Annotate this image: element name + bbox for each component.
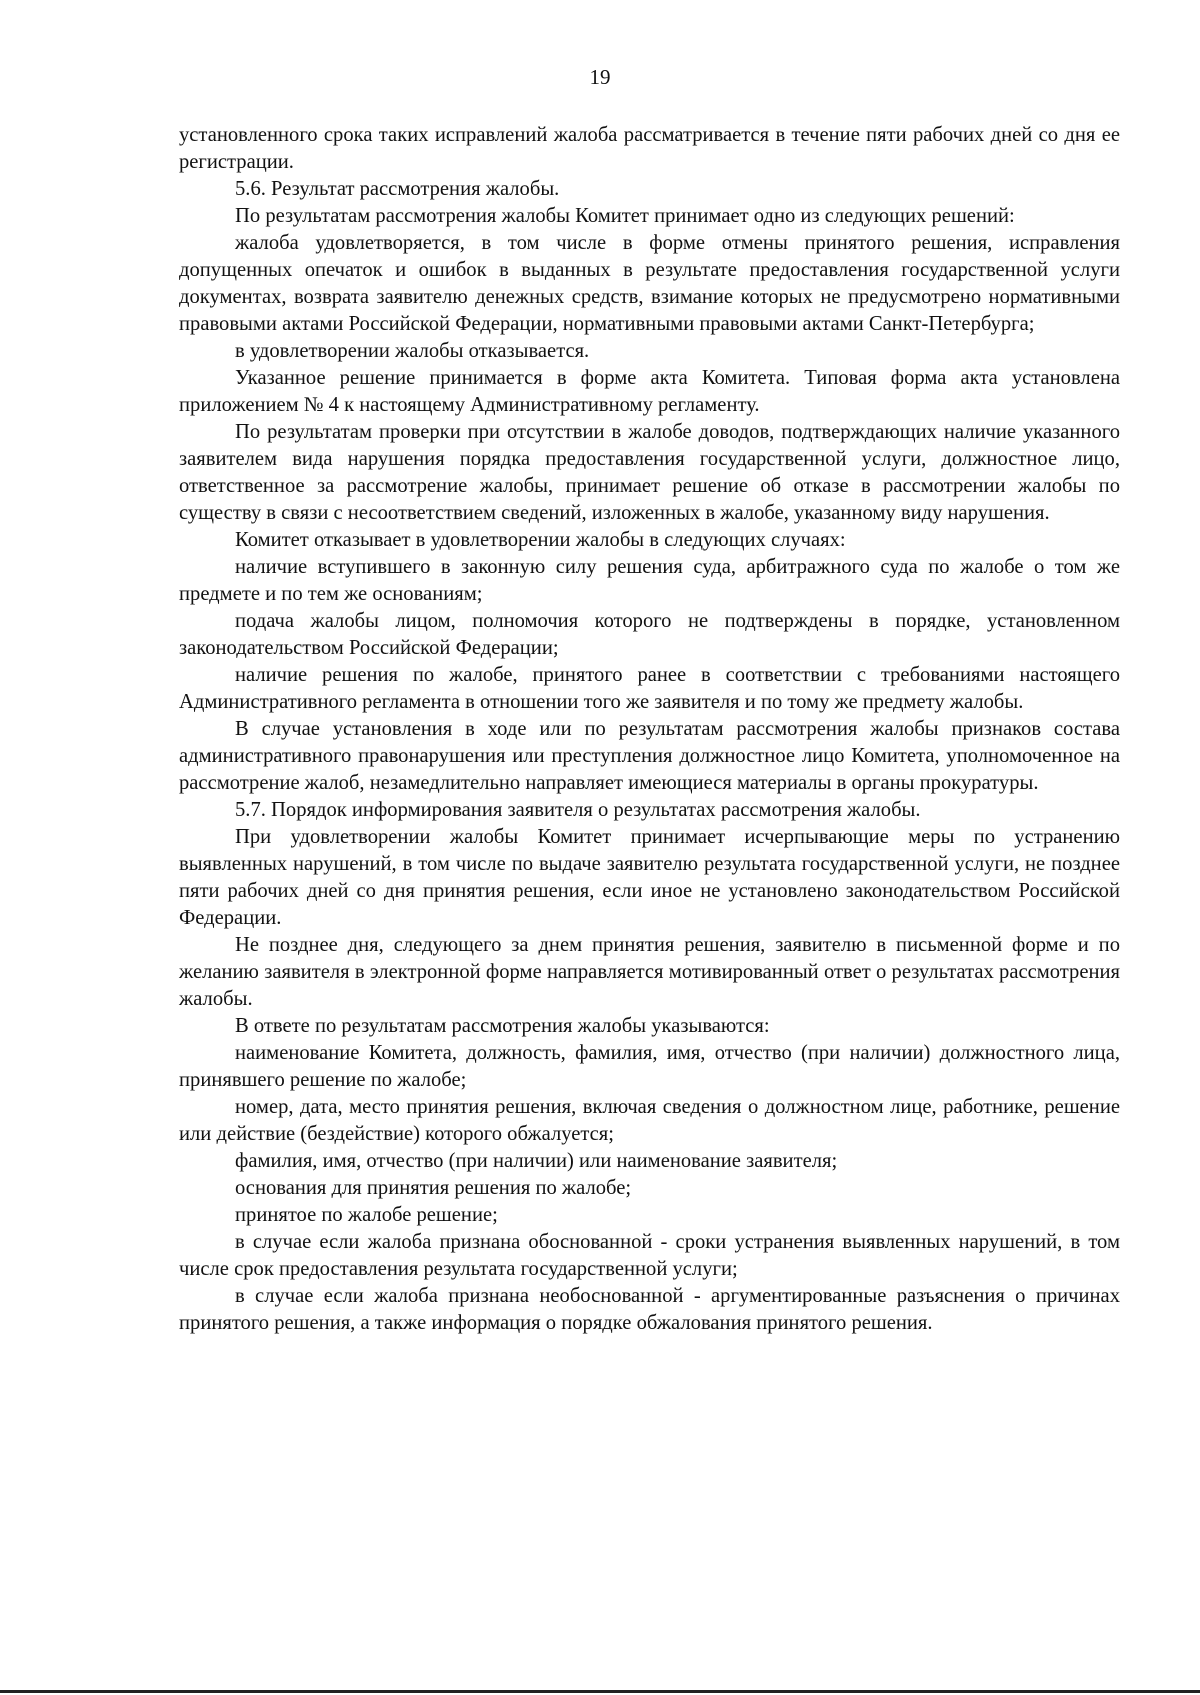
paragraph: В случае установления в ходе или по результатам рассмотрения жалобы признаков состава административного правонарушения или преступления должностное лицо Комитета, уполномоченное на рассмотрение жалоб, незамедлительно направляет имеющиеся материалы в органы прокуратуры. — [179, 718, 1120, 794]
list-item: фамилия, имя, отчество (при наличии) или наименование заявителя; — [235, 1150, 838, 1172]
paragraph: Не позднее дня, следующего за днем принятия решения, заявителю в письменной форме и по желанию заявителя в электронной форме направляется мотивированный ответ о результатах рассмотрения жалобы. — [179, 934, 1120, 1010]
list-item: номер, дата, место принятия решения, включая сведения о должностном лице, работнике, решение или действие (бездействие) которого обжалуется; — [179, 1096, 1120, 1145]
bottom-scan-edge — [0, 1690, 1200, 1693]
section-heading-5-7: 5.7. Порядок информирования заявителя о результатах рассмотрения жалобы. — [235, 799, 921, 821]
list-item: в случае если жалоба признана необоснованной - аргументированные разъяснения о причинах принятого решения, а также информация о порядке обжалования принятого решения. — [179, 1285, 1120, 1334]
paragraph-continuation: установленного срока таких исправлений жалоба рассматривается в течение пяти рабочих дней со дня ее регистрации. — [179, 124, 1120, 173]
list-item: жалоба удовлетворяется, в том числе в форме отмены принятого решения, исправления допущенных опечаток и ошибок в выданных в результате предоставления государственной услуги документах, возврата заявителю денежных средств, взимание которых не предусмотрено нормативными правовыми актами Российской Федерации, нормативными правовыми актами Санкт-Петербурга; — [179, 232, 1120, 335]
paragraph: По результатам рассмотрения жалобы Комитет принимает одно из следующих решений: — [235, 205, 1015, 227]
list-item: наличие вступившего в законную силу решения суда, арбитражного суда по жалобе о том же предмете и по тем же основаниям; — [179, 556, 1120, 605]
list-item: подача жалобы лицом, полномочия которого не подтверждены в порядке, установленном законодательством Российской Федерации; — [179, 610, 1120, 659]
list-item: наименование Комитета, должность, фамилия, имя, отчество (при наличии) должностного лица, принявшего решение по жалобе; — [179, 1042, 1120, 1091]
list-item: в удовлетворении жалобы отказывается. — [235, 340, 590, 362]
paragraph: Комитет отказывает в удовлетворении жалобы в следующих случаях: — [235, 529, 846, 551]
list-item: принятое по жалобе решение; — [235, 1204, 498, 1226]
paragraph: Указанное решение принимается в форме акта Комитета. Типовая форма акта установлена приложением № 4 к настоящему Административному регламенту. — [179, 367, 1120, 416]
paragraph: В ответе по результатам рассмотрения жалобы указываются: — [235, 1015, 770, 1037]
list-item: основания для принятия решения по жалобе; — [235, 1177, 632, 1199]
paragraph: При удовлетворении жалобы Комитет принимает исчерпывающие меры по устранению выявленных нарушений, в том числе по выдаче заявителю результата государственной услуги, не позднее пяти рабочих дней со дня принятия решения, если иное не установлено законодательством Российской Федерации. — [179, 826, 1120, 929]
section-heading-5-6: 5.6. Результат рассмотрения жалобы. — [235, 178, 560, 200]
document-body — [179, 122, 1120, 1337]
paragraph: По результатам проверки при отсутствии в жалобе доводов, подтверждающих наличие указанного заявителем вида нарушения порядка предоставления государственной услуги, должностное лицо, ответственное за рассмотрение жалобы, принимает решение об отказе в рассмотрении жалобы по существу в связи с несоответствием сведений, изложенных в жалобе, указанному виду нарушения. — [179, 421, 1120, 524]
list-item: наличие решения по жалобе, принятого ранее в соответствии с требованиями настоящего Административного регламента в отношении того же заявителя и по тому же предмету жалобы. — [179, 664, 1120, 713]
list-item: в случае если жалоба признана обоснованной - сроки устранения выявленных нарушений, в том числе срок предоставления результата государственной услуги; — [179, 1231, 1120, 1280]
page-number: 19 — [589, 65, 611, 89]
